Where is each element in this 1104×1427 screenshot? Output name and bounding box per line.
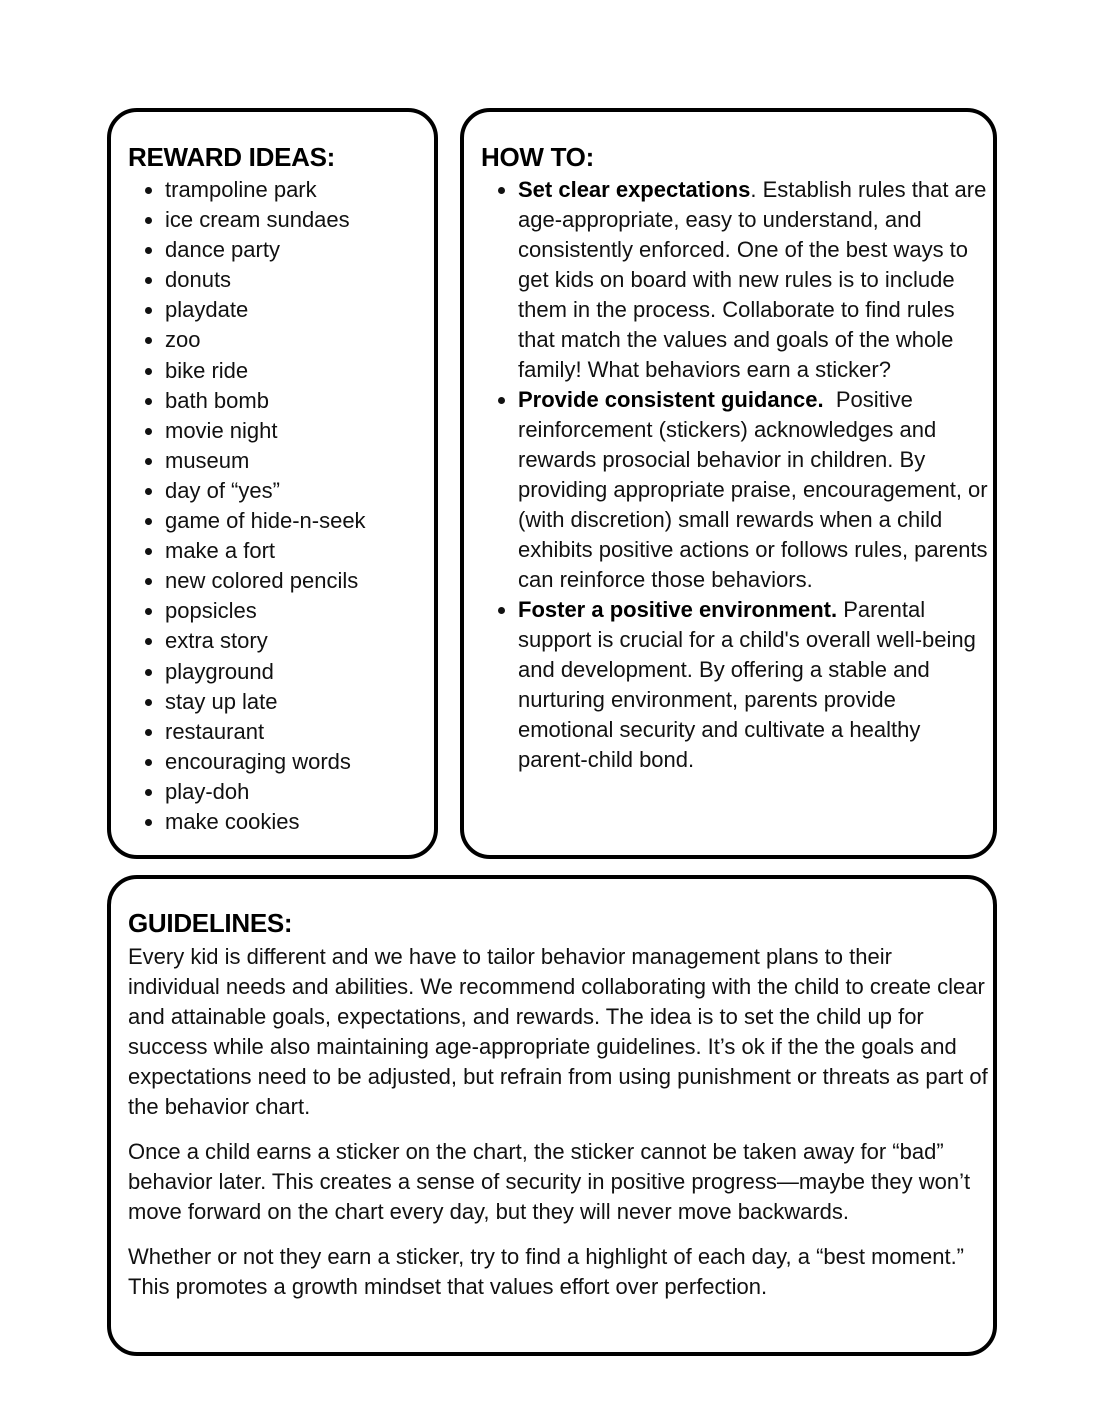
guidelines-paragraph: Whether or not they earn a sticker, try to find a highlight of each day, a “best moment.” This promotes a growth mindset that values effort over perfection. — [128, 1244, 965, 1299]
list-item: • stay up late — [165, 687, 366, 717]
list-item — [518, 595, 988, 775]
how-to-heading: HOW TO: — [481, 142, 594, 172]
list-item: • zoo — [165, 325, 366, 355]
list-item: • restaurant — [165, 717, 366, 747]
guidelines-paragraph: Every kid is different and we have to tailor behavior management plans to their individual needs and abilities. We recommend collaborating with the child to create clear and attainable goals, expectations, and rewards. The idea is to set the child up for success while also maintaining age-appropriate guidelines. It’s ok if the the goals and expectations need to be adjusted, but refrain from using punishment or threats as part of the behavior chart. — [128, 944, 988, 1119]
list-item: • game of hide-n-seek — [165, 506, 366, 536]
list-item: • dance party — [165, 235, 366, 265]
list-item: • make a fort — [165, 536, 366, 566]
list-item: • ice cream sundaes — [165, 205, 366, 235]
guidelines-body — [128, 942, 988, 1317]
list-item: • donuts — [165, 265, 366, 295]
guidelines-panel — [107, 875, 997, 1356]
list-item: • museum — [165, 446, 366, 476]
reward-ideas-heading: REWARD IDEAS: — [128, 142, 335, 172]
how-to-panel — [460, 108, 997, 859]
list-item — [518, 175, 988, 385]
tip-text: Parental support is crucial for a child's overall well-being and development. By offering a stable and nurturing environment, parents provide emotional security and cultivate a healthy parent-child bond. — [518, 597, 976, 772]
list-item: • day of “yes” — [165, 476, 366, 506]
list-item: • trampoline park — [165, 175, 366, 205]
list-item: • playdate — [165, 295, 366, 325]
tip-text: . Establish rules that are age-appropriate, easy to understand, and consistently enforced. One of the best ways to get kids on board with new rules is to include them in the process. Collaborate to find rules that match the values and goals of the whole family! What behaviors earn a sticker? — [518, 177, 987, 382]
how-to-list — [481, 175, 994, 775]
tip-title: Set clear expectations — [518, 177, 751, 202]
list-item: • encouraging words — [165, 747, 366, 777]
tip-title: Provide consistent guidance. — [518, 387, 824, 412]
list-item: • popsicles — [165, 596, 366, 626]
list-item: • playground — [165, 657, 366, 687]
list-item — [518, 385, 994, 595]
guidelines-paragraph: Once a child earns a sticker on the chart, the sticker cannot be taken away for “bad” behavior later. This creates a sense of security in positive progress—maybe they won’t move forward on the chart every day, but they will never move backwards. — [128, 1139, 971, 1224]
list-item: • extra story — [165, 626, 366, 656]
list-item: • bath bomb — [165, 386, 366, 416]
reward-ideas-list — [128, 175, 366, 837]
reward-ideas-panel — [107, 108, 438, 859]
list-item: • play-doh — [165, 777, 366, 807]
guidelines-heading: GUIDELINES: — [128, 908, 293, 938]
list-item: • new colored pencils — [165, 566, 366, 596]
tip-title: Foster a positive environment. — [518, 597, 838, 622]
list-item: • bike ride — [165, 356, 366, 386]
tip-text: Positive reinforcement (stickers) acknowledges and rewards prosocial behavior in children. By providing appropriate praise, encouragement, or (with discretion) small rewards when a child exhibits positive actions or follows rules, parents can reinforce those behaviors. — [518, 387, 994, 592]
list-item: • movie night — [165, 416, 366, 446]
list-item: • make cookies — [165, 807, 366, 837]
